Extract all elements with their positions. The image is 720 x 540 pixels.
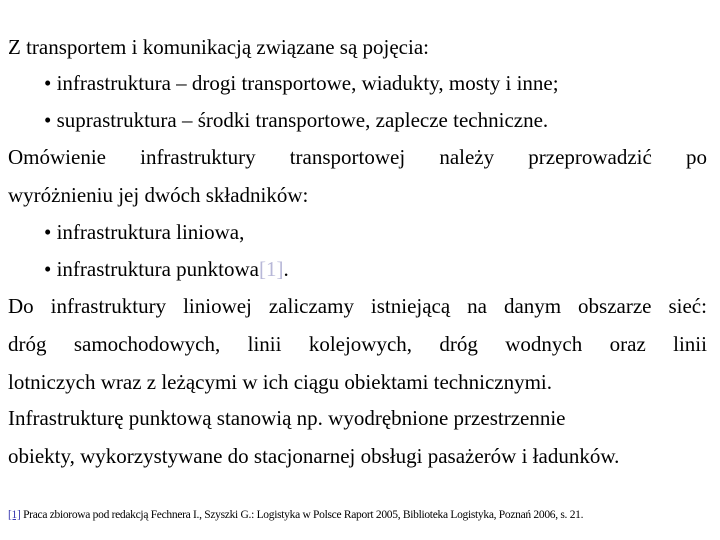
word: infrastruktury bbox=[140, 145, 256, 169]
word: obszarze bbox=[578, 294, 652, 318]
word: samochodowych, bbox=[73, 332, 221, 356]
word: na bbox=[467, 294, 487, 318]
word: transportowej bbox=[289, 145, 406, 169]
paragraph-line-infrastrukture-punktowa: Infrastrukturę punktową stanowią np. wyodrębnione przestrzennie bbox=[8, 406, 566, 430]
footnote bbox=[8, 508, 583, 522]
word: dróg bbox=[439, 332, 478, 356]
word: zaliczamy bbox=[268, 294, 354, 318]
word: infrastruktury bbox=[50, 294, 167, 318]
bullet-suprastruktura: • suprastruktura – środki transportowe, zaplecze techniczne. bbox=[44, 108, 549, 132]
word: danym bbox=[503, 294, 562, 318]
paragraph-line-obiekty: obiekty, wykorzystywane do stacjonarnej obsługi pasażerów i ładunków. bbox=[8, 444, 620, 468]
word: należy bbox=[439, 145, 495, 169]
word: sieć: bbox=[668, 294, 707, 318]
word: dróg bbox=[8, 332, 47, 356]
word: po bbox=[685, 145, 707, 169]
word: oraz bbox=[609, 332, 646, 356]
word: przeprowadzić bbox=[528, 145, 652, 169]
footnote-text: Praca zbiorowa pod redakcją Fechnera I., Szyszki G.: Logistyka w Polsce Raport 2005, Biblioteka Logistyka, Poznań 2006, s. 21. bbox=[20, 509, 584, 521]
word: istniejącą bbox=[370, 294, 451, 318]
bullet-infrastruktura: • infrastruktura – drogi transportowe, wiadukty, mosty i inne; bbox=[44, 71, 559, 95]
word: wodnych bbox=[505, 332, 583, 356]
paragraph-line-omowienie bbox=[8, 144, 707, 170]
word: linii bbox=[673, 332, 707, 356]
paragraph-line-drog bbox=[8, 331, 707, 357]
word: Do bbox=[8, 294, 34, 318]
word: Omówienie bbox=[8, 145, 106, 169]
paragraph-line-do-infrastruktury bbox=[8, 293, 707, 319]
footnote-reference-link[interactable]: [1] bbox=[258, 257, 284, 281]
bullet-text: • infrastruktura punktowa bbox=[44, 257, 259, 281]
paragraph-line-lotniczych: lotniczych wraz z leżącymi w ich ciągu obiektami technicznymi. bbox=[8, 370, 553, 394]
footnote-marker-link[interactable]: [1] bbox=[8, 509, 21, 521]
word: kolejowych, bbox=[308, 332, 413, 356]
word: liniowej bbox=[183, 294, 252, 318]
paragraph-line-wyroznieniu: wyróżnieniu jej dwóch składników: bbox=[8, 183, 309, 207]
bullet-infrastruktura-liniowa: • infrastruktura liniowa, bbox=[44, 220, 245, 244]
word: linii bbox=[247, 332, 282, 356]
text-line-intro: Z transportem i komunikacją związane są pojęcia: bbox=[8, 35, 429, 59]
period: . bbox=[283, 257, 289, 281]
bullet-infrastruktura-punktowa bbox=[44, 256, 707, 282]
